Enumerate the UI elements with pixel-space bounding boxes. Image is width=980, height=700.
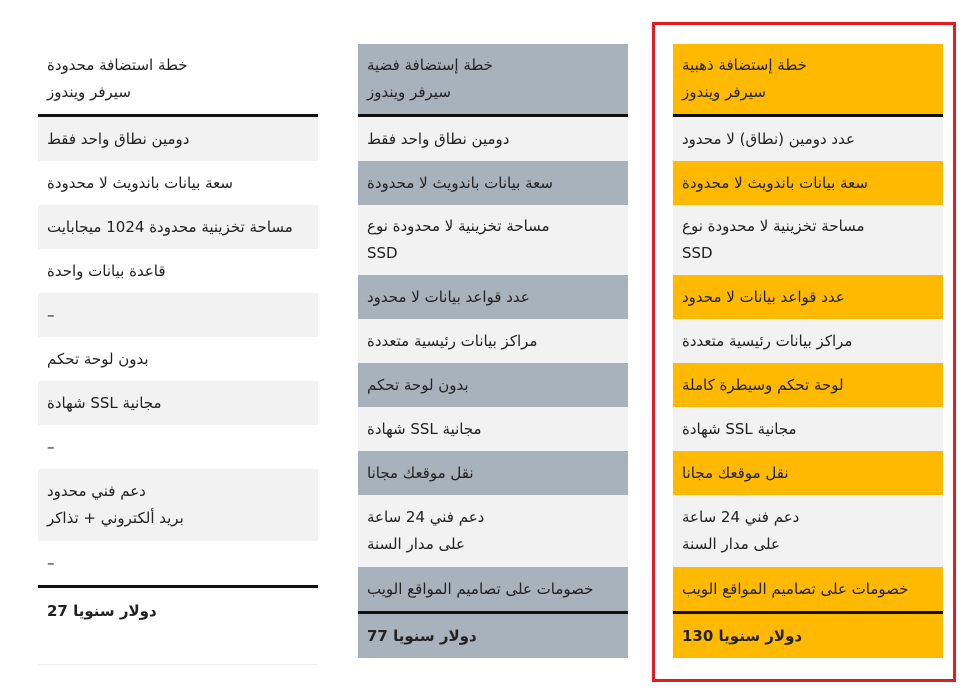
cell-text: مساحة تخزينية لا محدودة نوع (367, 217, 550, 235)
feature-row (673, 117, 943, 161)
plan-price (673, 614, 943, 658)
feature-row (38, 117, 318, 161)
feature-row (38, 381, 318, 425)
feature-row (673, 451, 943, 495)
cell-text: سيرفر ويندوز (682, 83, 766, 101)
feature-row (673, 363, 943, 407)
cell-text: خصومات على تصاميم المواقع الويب (367, 579, 594, 598)
cell-text: سعة بيانات باندويث لا محدودة (47, 173, 233, 192)
feature-row (38, 541, 318, 585)
feature-row (673, 319, 943, 363)
cell-text: نقل موقعك مجانا (367, 463, 474, 482)
plan-column-basic (38, 44, 318, 665)
cell-text: SSD (367, 244, 398, 262)
feature-row (358, 161, 628, 205)
cell-text: – (47, 305, 55, 324)
cell-text: عدد قواعد بيانات لا محدود (682, 287, 845, 306)
feature-row (673, 205, 943, 275)
plan-price (38, 588, 318, 634)
cell-text: خطة إستضافة فضية (367, 56, 493, 74)
cell-text: SSD (682, 244, 713, 262)
feature-row (38, 205, 318, 249)
feature-row (358, 363, 628, 407)
cell-text: سعة بيانات باندويث لا محدودة (682, 173, 868, 192)
cell-text: مراكز بيانات رئيسية متعددة (682, 331, 853, 350)
feature-row (38, 161, 318, 205)
cell-text: بدون لوحة تحكم (367, 375, 469, 394)
cell-text: عدد قواعد بيانات لا محدود (367, 287, 530, 306)
cell-text: – (47, 437, 55, 456)
feature-row (673, 495, 943, 567)
cell-text: دولار سنويا 130 (682, 626, 803, 645)
cell-text: مجانية SSL شهادة (682, 419, 797, 438)
cell-text: دعم فني 24 ساعة (682, 508, 800, 526)
cell-text: خطة استضافة محدودة (47, 56, 188, 74)
feature-row (358, 319, 628, 363)
cell-text: على مدار السنة (367, 535, 465, 553)
plan-header (358, 44, 628, 114)
cell-text: دولار سنويا 77 (367, 626, 477, 645)
cell-text: دومين نطاق واحد فقط (367, 129, 510, 148)
cell-text: قاعدة بيانات واحدة (47, 261, 166, 280)
column-footer (38, 634, 318, 665)
cell-text: على مدار السنة (682, 535, 780, 553)
feature-row (38, 337, 318, 381)
feature-row (673, 407, 943, 451)
feature-row (358, 205, 628, 275)
feature-row (358, 451, 628, 495)
plan-header (38, 44, 318, 114)
plan-header (673, 44, 943, 114)
feature-row (38, 469, 318, 541)
cell-text: دولار سنويا 27 (47, 601, 157, 620)
cell-text: عدد دومين (نطاق) لا محدود (682, 129, 855, 148)
cell-text: دعم فني 24 ساعة (367, 508, 485, 526)
plan-column-gold (673, 44, 943, 658)
feature-row (358, 495, 628, 567)
cell-text: مساحة تخزينية لا محدودة نوع (682, 217, 865, 235)
cell-text: خطة إستضافة ذهبية (682, 56, 807, 74)
cell-text: دومين نطاق واحد فقط (47, 129, 190, 148)
cell-text: مجانية SSL شهادة (47, 393, 162, 412)
cell-text: – (47, 553, 55, 572)
cell-text: مجانية SSL شهادة (367, 419, 482, 438)
feature-row (673, 275, 943, 319)
feature-row (358, 275, 628, 319)
cell-text: سعة بيانات باندويث لا محدودة (367, 173, 553, 192)
cell-text: بريد ألكتروني + تذاكر (47, 509, 184, 527)
cell-text: لوحة تحكم وسيطرة كاملة (682, 375, 844, 394)
feature-row (358, 117, 628, 161)
plan-price (358, 614, 628, 658)
plan-column-silver (358, 44, 628, 658)
feature-row (38, 293, 318, 337)
cell-text: نقل موقعك مجانا (682, 463, 789, 482)
feature-row (38, 425, 318, 469)
feature-row (358, 567, 628, 611)
feature-row (673, 161, 943, 205)
feature-row (673, 567, 943, 611)
cell-text: مراكز بيانات رئيسية متعددة (367, 331, 538, 350)
cell-text: سيرفر ويندوز (47, 83, 131, 101)
feature-row (38, 249, 318, 293)
cell-text: سيرفر ويندوز (367, 83, 451, 101)
cell-text: دعم فني محدود (47, 482, 146, 500)
cell-text: بدون لوحة تحكم (47, 349, 149, 368)
cell-text: خصومات على تصاميم المواقع الويب (682, 579, 909, 598)
feature-row (358, 407, 628, 451)
cell-text: مساحة تخزينية محدودة 1024 ميجابايت (47, 217, 293, 236)
